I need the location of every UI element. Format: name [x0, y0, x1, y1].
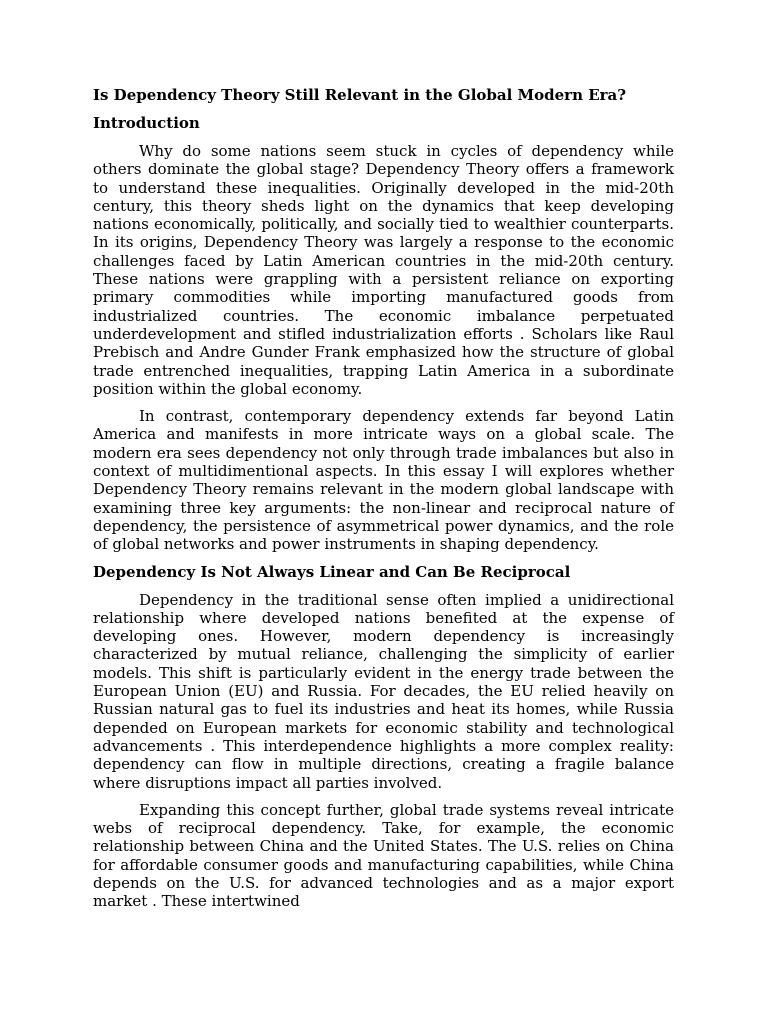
section-heading-reciprocal: Dependency Is Not Always Linear and Can Be Reciprocal	[93, 562, 571, 581]
paragraph: Expanding this concept further, global trade systems reveal intricate webs of reciprocal dependency. Take, for example, the economic relationship between China and the United States. The U.S. relies on China for affordable consumer goods and manufacturing capabilities, while China depends on the U.S. for advanced technologies and as a major export market . These intertwined	[93, 800, 674, 911]
paragraph: In contrast, contemporary dependency extends far beyond Latin America and manifests in more intricate ways on a global scale. The modern era sees dependency not only through trade imbalances but also in context of multidimentional aspects. In this essay I will explores whether Dependency Theory remains relevant in the modern global landscape with examining three key arguments: the non-linear and reciprocal nature of dependency, the persistence of asymmetrical power dynamics, and the role of global networks and power instruments in shaping dependency.	[93, 407, 674, 554]
paragraph: Why do some nations seem stuck in cycles of dependency while others dominate the global stage? Dependency Theory offers a framework to understand these inequalities. Originally developed in the mid-20th century, this theory sheds light on the dynamics that keep developing nations economically, politically, and socially tied to wealthier counterparts. In its origins, Dependency Theory was largely a response to the economic challenges faced by Latin American countries in the mid-20th century. These nations were grappling with a persistent reliance on exporting primary commodities while importing manufactured goods from industrialized countries. The economic imbalance perpetuated underdevelopment and stifled industrialization efforts . Scholars like Raul Prebisch and Andre Gunder Frank emphasized how the structure of global trade entrenched inequalities, trapping Latin America in a subordinate position within the global economy.	[93, 142, 674, 398]
paragraph: Dependency in the traditional sense often implied a unidirectional relationship where developed nations benefited at the expense of developing ones. However, modern dependency is increasingly characterized by mutual reliance, challenging the simplicity of earlier models. This shift is particularly evident in the energy trade between the European Union (EU) and Russia. For decades, the EU relied heavily on Russian natural gas to fuel its industries and heat its homes, while Russia depended on European markets for economic stability and technological advancements . This interdependence highlights a more complex reality: dependency can flow in multiple directions, creating a fragile balance where disruptions impact all parties involved.	[93, 590, 674, 792]
section-heading-introduction: Introduction	[93, 114, 200, 132]
document-title: Is Dependency Theory Still Relevant in the Global Modern Era?	[93, 86, 627, 104]
